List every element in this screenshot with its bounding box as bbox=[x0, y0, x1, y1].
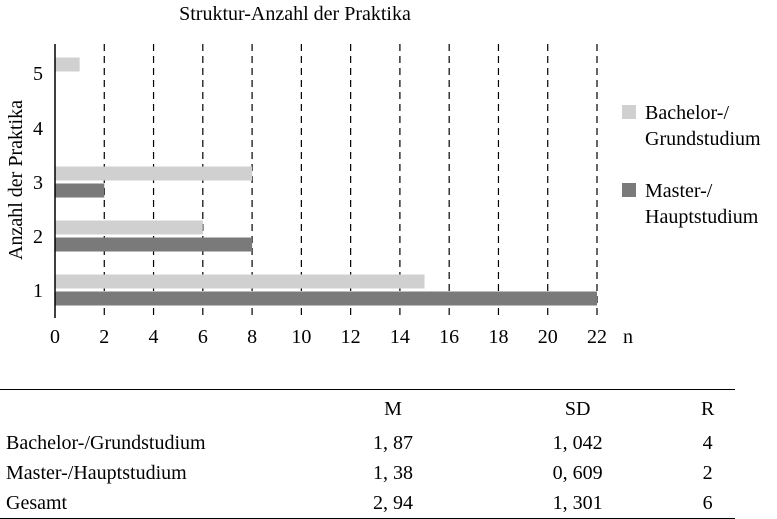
bar-bachelor-3 bbox=[55, 167, 252, 181]
row-label: Master-/Hauptstudium bbox=[6, 462, 187, 484]
x-tick-label: 8 bbox=[247, 326, 258, 348]
cell-sd: 1, 042 bbox=[552, 432, 603, 454]
stats-header-m: M bbox=[384, 398, 402, 420]
legend bbox=[622, 100, 777, 256]
legend-swatch-bachelor bbox=[622, 105, 636, 119]
bar-bachelor-2 bbox=[55, 221, 203, 235]
x-tick-label: 16 bbox=[439, 326, 460, 348]
y-tick-label: 5 bbox=[33, 63, 43, 85]
bars bbox=[55, 58, 597, 306]
bar-master-3 bbox=[55, 184, 104, 198]
legend-swatch-master bbox=[622, 183, 636, 197]
x-tick-label: 22 bbox=[587, 326, 607, 348]
chart-title: Struktur-Anzahl der Praktika bbox=[179, 3, 411, 25]
x-tick-label: 2 bbox=[99, 326, 110, 348]
cell-r: 2 bbox=[702, 462, 713, 484]
y-tick-label: 2 bbox=[33, 226, 43, 248]
cell-m: 1, 38 bbox=[373, 462, 414, 484]
x-tick-label: 6 bbox=[197, 326, 208, 348]
y-tick-labels bbox=[33, 63, 43, 302]
legend-item-master bbox=[622, 178, 777, 230]
x-tick-label: 20 bbox=[537, 326, 558, 348]
stats-header-row bbox=[0, 390, 735, 429]
x-tick-label: 10 bbox=[291, 326, 312, 348]
cell-sd: 0, 609 bbox=[552, 462, 603, 484]
cell-m: 1, 87 bbox=[373, 432, 414, 454]
bar-master-2 bbox=[55, 238, 252, 252]
table-row bbox=[0, 488, 735, 519]
x-tick-labels bbox=[50, 326, 607, 348]
stats-header-empty bbox=[0, 390, 311, 429]
y-tick-label: 3 bbox=[33, 172, 43, 194]
legend-item-bachelor bbox=[622, 100, 777, 152]
y-axis-label: Anzahl der Praktika bbox=[5, 100, 27, 260]
table-row bbox=[0, 428, 735, 458]
stats-table bbox=[0, 389, 735, 519]
x-tick-label: 4 bbox=[148, 326, 159, 348]
row-label: Bachelor-/Grundstudium bbox=[6, 432, 206, 454]
table-row bbox=[0, 458, 735, 488]
stats-header-sd: SD bbox=[564, 398, 591, 420]
bar-bachelor-1 bbox=[55, 275, 425, 289]
row-label: Gesamt bbox=[6, 492, 68, 514]
legend-label-bachelor: Bachelor-/ Grundstudium bbox=[645, 102, 761, 150]
bar-bachelor-5 bbox=[55, 58, 80, 72]
cell-r: 6 bbox=[702, 492, 713, 514]
x-tick-label: 12 bbox=[340, 326, 361, 348]
bar-master-1 bbox=[55, 292, 597, 306]
x-tick-label: 14 bbox=[389, 326, 410, 348]
x-tick-label: 0 bbox=[50, 326, 60, 348]
legend-label-master: Master-/ Hauptstudium bbox=[645, 180, 759, 228]
y-tick-label: 4 bbox=[33, 118, 43, 140]
cell-m: 2, 94 bbox=[373, 492, 414, 514]
stats-header-r: R bbox=[700, 398, 715, 420]
cell-r: 4 bbox=[702, 432, 713, 454]
x-tick-label: 18 bbox=[488, 326, 509, 348]
x-axis-label: n bbox=[623, 326, 633, 348]
cell-sd: 1, 301 bbox=[552, 492, 603, 514]
y-tick-label: 1 bbox=[33, 280, 43, 302]
